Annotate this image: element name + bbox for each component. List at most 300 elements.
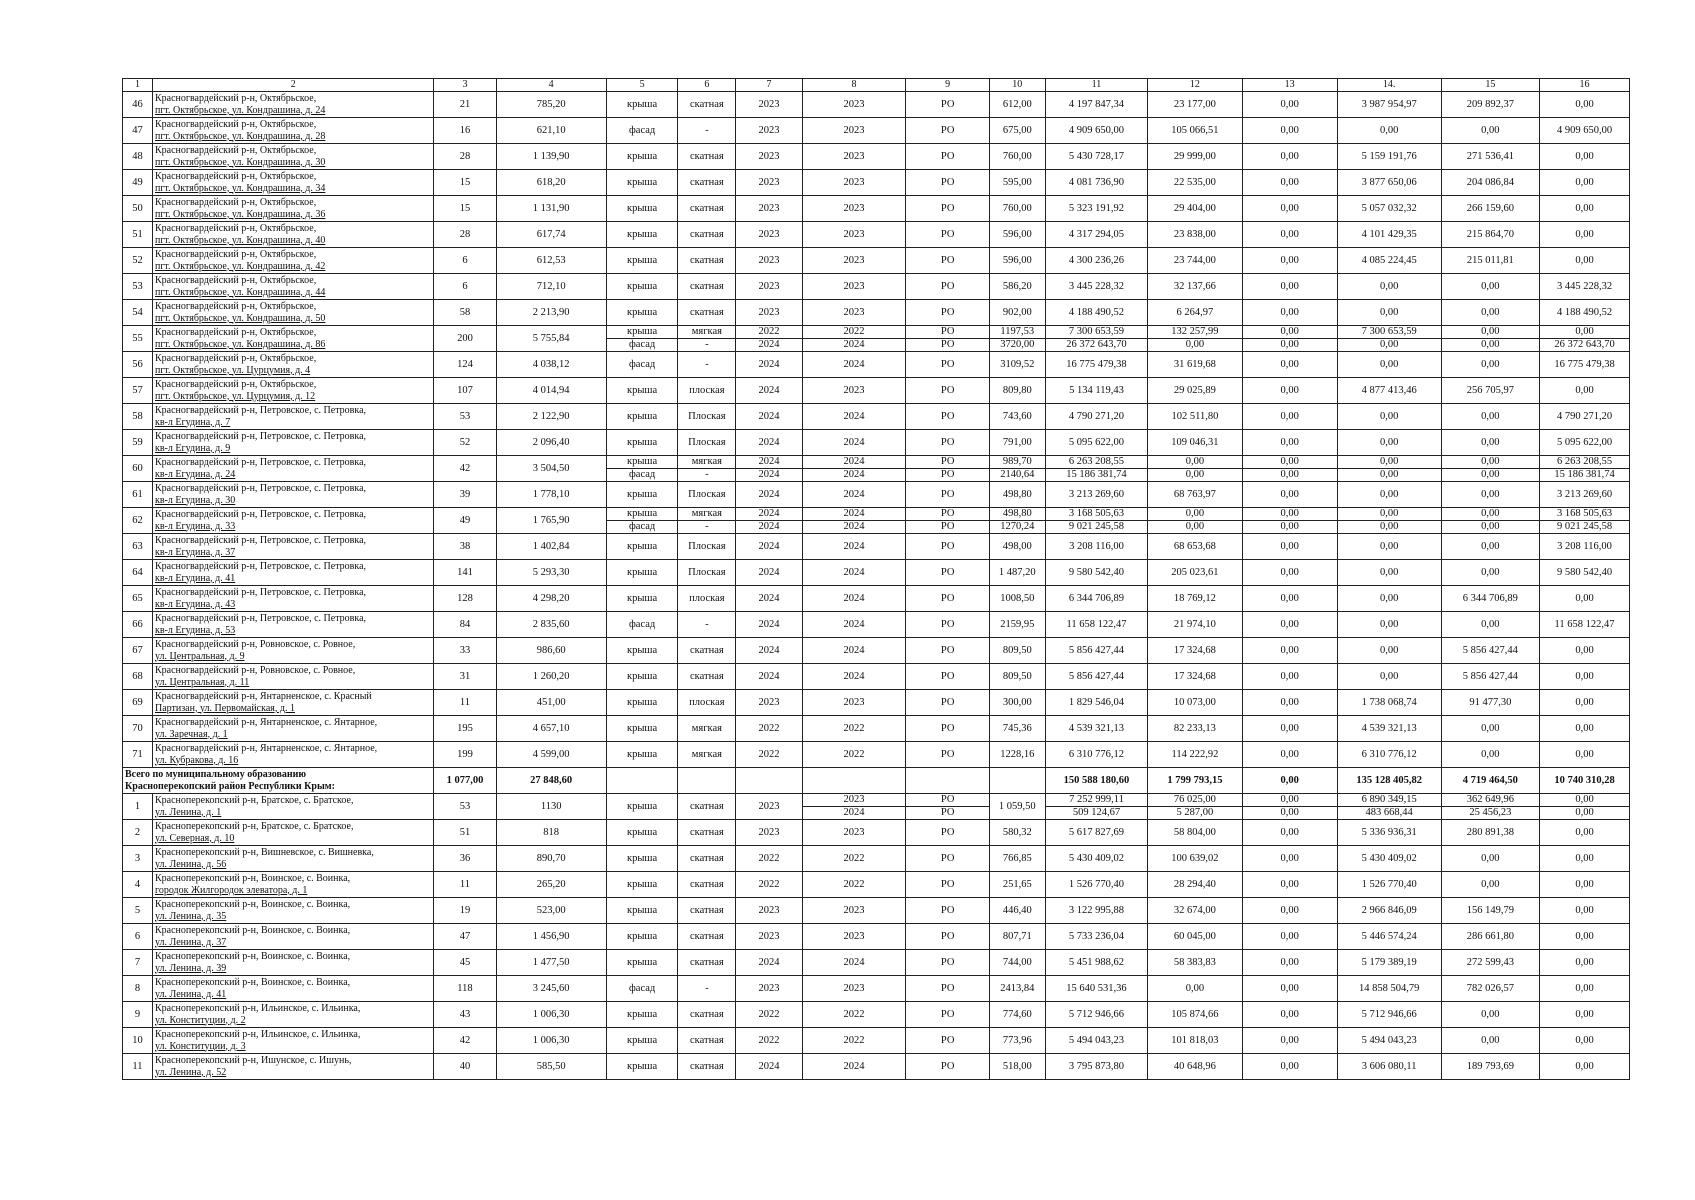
cell-c8: 2023 [802,820,906,846]
split-line-lower: 0,00 [1575,807,1594,818]
cell-c12: 32 674,00 [1148,898,1242,924]
split-line-upper: 2024 [736,456,801,469]
cell-c8: 2024 [802,586,906,612]
row-number: 64 [123,560,153,586]
cell-c4: 2 835,60 [496,612,606,638]
cell-c6: скатная [678,846,736,872]
cell-c15: 0,00 [1441,742,1539,768]
cell-c8: 2023 [802,92,906,118]
cell-c8: 2024 [802,638,906,664]
split-line-upper: 7 252 999,11 [1046,794,1148,807]
cell-c14: 1 526 770,40 [1337,872,1441,898]
cell-c9: РО [906,690,989,716]
cell-c14: 5 179 389,19 [1337,950,1441,976]
cell-c11: 3 795 873,80 [1045,1054,1148,1080]
cell-c7: 2023 [736,118,802,144]
cell-c6: - [678,352,736,378]
cell-c8: 2024 [802,482,906,508]
cell-c14: 14 858 504,79 [1337,976,1441,1002]
cell-c15: 256 705,97 [1441,378,1539,404]
cell-c12: 29 025,89 [1148,378,1242,404]
cell-c13: 0,00 [1242,482,1337,508]
cell-c16: 0,00 [1540,820,1630,846]
cell-c8: 2023 [802,196,906,222]
address-line-2: пгт. Октябрьское, ул. Кондрашина, д. 42 [154,260,326,272]
cell-c13: 0,00 [1242,820,1337,846]
cell-c16: 0,00 [1540,378,1630,404]
cell-c14: 2 966 846,09 [1337,898,1441,924]
split-cell [906,326,989,352]
total-c6 [678,768,736,794]
split-line-lower: - [705,339,709,350]
split-cell [1337,456,1441,482]
split-cell [906,456,989,482]
cell-c10: 586,20 [989,274,1045,300]
cell-c8: 2022 [802,846,906,872]
cell-c15: 5 856 427,44 [1441,638,1539,664]
address-line-1: Красногвардейский р-н, Янтарненское, с. Красный [154,690,372,702]
cell-c12: 58 383,83 [1148,950,1242,976]
split-line-lower: 25 456,23 [1469,807,1512,818]
address-cell [152,898,433,924]
address-line-1: Красноперекопский р-н, Воинское, с. Воинка, [154,898,351,910]
split-line-upper: 498,80 [990,508,1045,521]
row-number: 54 [123,300,153,326]
cell-c5: крыша [606,560,678,586]
cell-c12: 10 073,00 [1148,690,1242,716]
address-cell [152,352,433,378]
cell-c6: - [678,118,736,144]
address-line-2: пгт. Октябрьское, ул. Цурцумия, д. 12 [154,390,316,402]
cell-c3: 11 [434,872,496,898]
cell-c13: 0,00 [1242,196,1337,222]
cell-c10: 580,32 [989,820,1045,846]
cell-c6: скатная [678,638,736,664]
cell-c10: 1008,50 [989,586,1045,612]
cell-c14: 3 877 650,06 [1337,170,1441,196]
split-line-lower: 0,00 [1481,469,1500,480]
row-number: 58 [123,404,153,430]
split-line-lower: 2024 [758,521,780,532]
split-line-lower: 9 021 245,58 [1068,521,1125,532]
cell-c15: 189 793,69 [1441,1054,1539,1080]
cell-c4: 4 657,10 [496,716,606,742]
address-cell [152,222,433,248]
address-cell [152,1054,433,1080]
cell-c16: 3 213 269,60 [1540,482,1630,508]
cell-c16: 16 775 479,38 [1540,352,1630,378]
cell-c3: 84 [434,612,496,638]
split-line-upper: мягкая [678,456,735,469]
cell-c9: РО [906,820,989,846]
cell-c3: 107 [434,378,496,404]
address-cell [152,534,433,560]
column-number-header [123,79,1630,92]
cell-c13: 0,00 [1242,222,1337,248]
cell-c13: 0,00 [1242,690,1337,716]
split-cell [1242,456,1337,482]
split-cell [1045,508,1148,534]
cell-c6: скатная [678,1002,736,1028]
row-number: 51 [123,222,153,248]
cell-c12: 23 838,00 [1148,222,1242,248]
cell-c5: фасад [606,118,678,144]
row-number: 50 [123,196,153,222]
cell-c11: 6 344 706,89 [1045,586,1148,612]
address-line-1: Красногвардейский р-н, Петровское, с. Петровка, [154,404,367,416]
cell-c12: 109 046,31 [1148,430,1242,456]
cell-c9: РО [906,846,989,872]
split-line-upper: РО [906,794,988,807]
split-cell [1045,456,1148,482]
cell-c7: 2023 [736,170,802,196]
address-line-1: Красноперекопский р-н, Воинское, с. Воинка, [154,872,351,884]
cell-c4: 2 122,90 [496,404,606,430]
split-line-upper: 0,00 [1243,326,1337,339]
cell-c11: 1 526 770,40 [1045,872,1148,898]
cell-c16: 0,00 [1540,976,1630,1002]
address-cell [152,742,433,768]
col-header: 15 [1441,79,1539,92]
address-line-1: Красноперекопский р-н, Братское, с. Братское, [154,820,354,832]
address-line-1: Красноперекопский р-н, Воинское, с. Воинка, [154,950,351,962]
cell-c13: 0,00 [1242,534,1337,560]
cell-c12: 28 294,40 [1148,872,1242,898]
cell-c15: 5 856 427,44 [1441,664,1539,690]
table-row [123,742,1630,768]
cell-c16: 0,00 [1540,638,1630,664]
address-cell [152,950,433,976]
split-cell [1441,508,1539,534]
cell-c12: 21 974,10 [1148,612,1242,638]
cell-c13: 0,00 [1242,144,1337,170]
cell-c5: крыша [606,196,678,222]
cell-c11: 5 134 119,43 [1045,378,1148,404]
cell-c11: 4 081 736,90 [1045,170,1148,196]
split-line-upper: 0,00 [1243,508,1337,521]
address-line-2: пгт. Октябрьское, ул. Кондрашина, д. 86 [154,338,326,350]
total-c14: 135 128 405,82 [1337,768,1441,794]
address-cell [152,560,433,586]
address-line-2: ул. Ленина, д. 35 [154,910,227,922]
cell-c10: 809,50 [989,664,1045,690]
address-cell [152,716,433,742]
col-header: 13 [1242,79,1337,92]
cell-c6: скатная [678,144,736,170]
cell-c6: скатная [678,274,736,300]
split-line-upper: РО [906,326,988,339]
split-line-upper: мягкая [678,508,735,521]
cell-c15: 0,00 [1441,534,1539,560]
cell-c13: 0,00 [1242,976,1337,1002]
cell-c13: 0,00 [1242,118,1337,144]
cell-c6: скатная [678,196,736,222]
cell-c13: 0,00 [1242,586,1337,612]
row-number: 57 [123,378,153,404]
cell-c16: 11 658 122,47 [1540,612,1630,638]
cell-c4: 785,20 [496,92,606,118]
address-cell [152,612,433,638]
total-c7 [736,768,802,794]
cell-c5: фасад [606,352,678,378]
table-row [123,976,1630,1002]
cell-c5: крыша [606,404,678,430]
address-line-2: пгт. Октябрьское, ул. Кондрашина, д. 24 [154,104,326,116]
cell-c12: 29 999,00 [1148,144,1242,170]
address-cell [152,196,433,222]
address-cell [152,508,433,534]
address-line-1: Красноперекопский р-н, Ильинское, с. Ильинка, [154,1002,361,1014]
row-number: 71 [123,742,153,768]
cell-c15: 0,00 [1441,404,1539,430]
split-cell [1441,326,1539,352]
cell-c5: крыша [606,794,678,820]
address-cell [152,430,433,456]
cell-c14: 5 430 409,02 [1337,846,1441,872]
cell-c7: 2024 [736,482,802,508]
cell-c14: 0,00 [1337,534,1441,560]
address-cell [152,690,433,716]
address-cell [152,1028,433,1054]
cell-c16: 0,00 [1540,222,1630,248]
col-header: 14. [1337,79,1441,92]
cell-c9: РО [906,196,989,222]
cell-c10: 760,00 [989,196,1045,222]
row-number: 2 [123,820,153,846]
table-row [123,404,1630,430]
address-cell [152,326,433,352]
row-number: 49 [123,170,153,196]
total-c5 [606,768,678,794]
cell-c16: 0,00 [1540,1054,1630,1080]
cell-c11: 1 829 546,04 [1045,690,1148,716]
cell-c7: 2024 [736,612,802,638]
cell-c4: 1 765,90 [496,508,606,534]
cell-c4: 1 778,10 [496,482,606,508]
cell-c16: 0,00 [1540,144,1630,170]
split-line-lower: РО [940,339,955,350]
split-line-upper: 2024 [803,456,906,469]
table-row [123,586,1630,612]
address-line-1: Красногвардейский р-н, Октябрьское, [154,274,317,286]
split-line-lower: 2024 [843,339,865,350]
row-number: 62 [123,508,153,534]
table-row [123,690,1630,716]
split-line-lower: 0,00 [1185,521,1205,532]
split-cell [1540,508,1630,534]
address-line-1: Красногвардейский р-н, Октябрьское, [154,326,317,338]
cell-c12: 17 324,68 [1148,664,1242,690]
cell-c15: 6 344 706,89 [1441,586,1539,612]
cell-c4: 1 139,90 [496,144,606,170]
split-line-lower: 3720,00 [1000,339,1035,350]
address-line-2: ул. Северная, д. 10 [154,832,235,844]
cell-c13: 0,00 [1242,300,1337,326]
cell-c6: скатная [678,820,736,846]
cell-c8: 2022 [802,872,906,898]
cell-c8: 2024 [802,404,906,430]
address-cell [152,456,433,482]
cell-c5: крыша [606,820,678,846]
address-line-1: Красноперекопский р-н, Воинское, с. Воинка, [154,924,351,936]
table-row [123,482,1630,508]
split-line-upper: 3 168 505,63 [1046,508,1148,521]
cell-c7: 2022 [736,846,802,872]
table-row [123,898,1630,924]
cell-c3: 28 [434,144,496,170]
cell-c5: крыша [606,716,678,742]
cell-c11: 4 300 236,26 [1045,248,1148,274]
row-number: 1 [123,794,153,820]
table-row [123,92,1630,118]
address-line-2: ул. Заречная, д. 1 [154,728,228,740]
cell-c5: крыша [606,664,678,690]
cell-c12: 68 653,68 [1148,534,1242,560]
address-cell [152,248,433,274]
total-c3: 1 077,00 [434,768,496,794]
cell-c3: 38 [434,534,496,560]
total-c10 [989,768,1045,794]
cell-c7: 2023 [736,274,802,300]
cell-c16: 4 790 271,20 [1540,404,1630,430]
document-page [122,78,1630,1080]
cell-c7: 2023 [736,222,802,248]
address-cell [152,118,433,144]
split-line-upper: РО [906,456,988,469]
cell-c9: РО [906,300,989,326]
split-line-upper: 0,00 [1540,326,1629,339]
address-line-2: кв-л Егудина, д. 43 [154,598,236,610]
cell-c14: 0,00 [1337,430,1441,456]
cell-c6: скатная [678,664,736,690]
address-line-1: Красногвардейский р-н, Октябрьское, [154,196,317,208]
cell-c5: крыша [606,846,678,872]
cell-c16: 0,00 [1540,950,1630,976]
split-line-lower: - [705,469,709,480]
address-cell [152,794,433,820]
row-number: 65 [123,586,153,612]
cell-c15: 0,00 [1441,274,1539,300]
split-cell [989,456,1045,482]
cell-c3: 6 [434,248,496,274]
address-line-2: ул. Центральная, д. 11 [154,676,250,688]
cell-c9: РО [906,1002,989,1028]
cell-c13: 0,00 [1242,846,1337,872]
cell-c14: 0,00 [1337,612,1441,638]
cell-c16: 5 095 622,00 [1540,430,1630,456]
row-number: 46 [123,92,153,118]
split-cell [1242,508,1337,534]
row-number: 4 [123,872,153,898]
cell-c9: РО [906,482,989,508]
cell-c8: 2024 [802,430,906,456]
total-c4: 27 848,60 [496,768,606,794]
table-row [123,716,1630,742]
split-line-lower: 15 186 381,74 [1066,469,1127,480]
row-number: 3 [123,846,153,872]
cell-c10: 743,60 [989,404,1045,430]
split-cell [606,508,678,534]
cell-c11: 4 909 650,00 [1045,118,1148,144]
cell-c14: 0,00 [1337,404,1441,430]
cell-c11: 11 658 122,47 [1045,612,1148,638]
cell-c9: РО [906,378,989,404]
cell-c9: РО [906,560,989,586]
cell-c10: 595,00 [989,170,1045,196]
cell-c15: 271 536,41 [1441,144,1539,170]
cell-c11: 5 430 409,02 [1045,846,1148,872]
cell-c13: 0,00 [1242,92,1337,118]
total-c11: 150 588 180,60 [1045,768,1148,794]
cell-c3: 47 [434,924,496,950]
cell-c14: 4 101 429,35 [1337,222,1441,248]
cell-c10: 809,80 [989,378,1045,404]
split-line-upper: 2022 [736,326,801,339]
cell-c7: 2024 [736,534,802,560]
total-c12: 1 799 793,15 [1148,768,1242,794]
split-cell [1540,794,1630,820]
split-line-lower: 9 021 245,58 [1556,521,1613,532]
total-c15: 4 719 464,50 [1441,768,1539,794]
col-header: 5 [606,79,678,92]
cell-c14: 1 738 068,74 [1337,690,1441,716]
cell-c10: 612,00 [989,92,1045,118]
cell-c13: 0,00 [1242,1054,1337,1080]
cell-c11: 9 580 542,40 [1045,560,1148,586]
cell-c4: 617,74 [496,222,606,248]
cell-c14: 5 159 191,76 [1337,144,1441,170]
split-cell [678,508,736,534]
row-number: 63 [123,534,153,560]
cell-c3: 21 [434,92,496,118]
table-row [123,118,1630,144]
cell-c16: 4 188 490,52 [1540,300,1630,326]
cell-c14: 0,00 [1337,118,1441,144]
cell-c3: 128 [434,586,496,612]
row-number: 7 [123,950,153,976]
split-cell [1337,794,1441,820]
split-cell [906,794,989,820]
address-line-1: Красногвардейский р-н, Петровское, с. Петровка, [154,560,367,572]
cell-c16: 0,00 [1540,716,1630,742]
table-row [123,872,1630,898]
cell-c9: РО [906,742,989,768]
cell-c15: 266 159,60 [1441,196,1539,222]
cell-c7: 2024 [736,560,802,586]
cell-c8: 2024 [802,534,906,560]
split-line-lower: 2024 [843,807,865,818]
cell-c7: 2024 [736,378,802,404]
split-line-upper: 2024 [736,508,801,521]
address-cell [152,1002,433,1028]
cell-c3: 11 [434,690,496,716]
cell-c3: 141 [434,560,496,586]
address-cell [152,820,433,846]
split-cell [678,326,736,352]
address-cell [152,378,433,404]
cell-c3: 39 [434,482,496,508]
cell-c10: 1 487,20 [989,560,1045,586]
cell-c15: 0,00 [1441,1002,1539,1028]
split-line-upper: 76 025,00 [1148,794,1241,807]
split-line-upper: 0,00 [1243,794,1337,807]
cell-c7: 2024 [736,586,802,612]
cell-c4: 4 298,20 [496,586,606,612]
cell-c6: Плоская [678,430,736,456]
cell-c14: 0,00 [1337,560,1441,586]
split-cell [1242,326,1337,352]
cell-c4: 1 402,84 [496,534,606,560]
